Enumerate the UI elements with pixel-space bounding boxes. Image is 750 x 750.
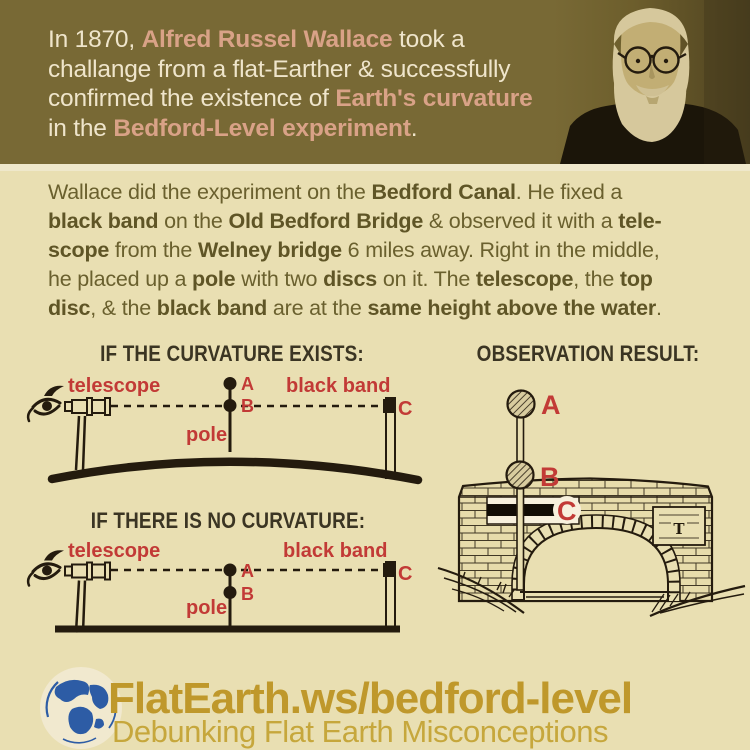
text-segment: Bedford-Level experiment xyxy=(113,114,411,142)
telescope-label: telescope xyxy=(68,375,161,397)
flat-diagram-title: IF THERE IS NO CURVATURE: xyxy=(90,508,366,533)
site-tagline: Debunking Flat Earth Misconceptions xyxy=(112,714,608,749)
text-segment: telescope xyxy=(475,267,574,291)
text-segment: scope xyxy=(48,238,110,262)
telescope-icon xyxy=(65,563,110,633)
text-segment: In 1870, xyxy=(48,26,142,53)
observation-title: OBSERVATION RESULT: xyxy=(476,341,700,366)
disc-b-label: B xyxy=(241,584,254,604)
telescope-icon xyxy=(65,398,110,470)
site-url[interactable]: FlatEarth.ws/bedford-level xyxy=(108,674,633,723)
band-c-label: C xyxy=(398,398,413,420)
wallace-portrait xyxy=(554,0,750,164)
text-segment: pole xyxy=(192,267,236,291)
pole-label: pole xyxy=(186,424,228,446)
text-segment: Old Bedford Bridge xyxy=(228,209,424,233)
bridge-plaque xyxy=(653,507,705,545)
telescope-label: telescope xyxy=(68,540,161,562)
text-segment: black band xyxy=(156,296,268,320)
text-segment: tele- xyxy=(618,209,662,233)
text-segment: , the xyxy=(573,267,620,291)
text-segment: on the xyxy=(158,209,229,233)
earth-curve xyxy=(52,462,418,480)
text-segment: Bedford Canal xyxy=(371,180,516,204)
eye-icon xyxy=(28,550,64,585)
black-band-label: black band xyxy=(283,540,388,562)
black-band-pole xyxy=(383,562,395,630)
header-divider xyxy=(0,164,750,171)
top-disc xyxy=(508,391,535,418)
observation-result-engraving xyxy=(430,360,750,632)
text-segment: on it. The xyxy=(377,267,476,291)
text-segment: challange from a flat-Earther & successfully xyxy=(48,55,511,83)
disc-a-label: A xyxy=(541,390,561,420)
arch-opening xyxy=(524,528,668,601)
text-segment: from the xyxy=(109,238,198,262)
text-segment: , & the xyxy=(90,296,157,320)
text-segment: top xyxy=(619,267,653,291)
text-segment: . xyxy=(410,114,418,142)
text-segment: 6 miles away. Right in the middle, xyxy=(341,238,660,262)
curved-diagram-title: IF THE CURVATURE EXISTS: xyxy=(100,341,364,366)
disc-a-label: A xyxy=(241,561,254,581)
black-band-pole xyxy=(383,398,395,478)
intro-text xyxy=(48,25,578,143)
experiment-description xyxy=(48,178,728,323)
plaque-letter: T xyxy=(673,520,685,538)
bottom-disc xyxy=(507,462,534,489)
text-segment: are at the xyxy=(267,296,368,320)
text-segment: . He fixed a xyxy=(515,180,623,204)
header-banner xyxy=(0,0,750,164)
flat-earth-diagram xyxy=(0,535,430,640)
band-c-label: C xyxy=(557,496,577,526)
disc-b-label: B xyxy=(540,462,560,492)
disc-a-label: A xyxy=(241,374,254,394)
text-segment: with two xyxy=(235,267,324,291)
text-segment: Earth's curvature xyxy=(335,85,533,112)
text-segment: he placed up a xyxy=(48,267,193,291)
text-segment: discs xyxy=(323,267,378,291)
text-segment: Alfred Russel Wallace xyxy=(141,26,393,53)
curved-earth-diagram xyxy=(0,360,430,488)
text-segment: took a xyxy=(392,26,465,53)
text-segment: & observed it with a xyxy=(423,209,619,233)
text-segment: black band xyxy=(48,209,159,233)
eye-icon xyxy=(28,386,64,421)
disc-b-label: B xyxy=(241,396,254,416)
text-segment: . xyxy=(656,296,662,320)
text-segment: Wallace did the experiment on the xyxy=(48,180,372,204)
text-segment: confirmed the existence of xyxy=(48,85,336,112)
text-segment: same height above the water xyxy=(367,296,656,320)
text-segment: disc xyxy=(48,296,91,320)
text-segment: Welney bridge xyxy=(197,238,342,262)
pole-label: pole xyxy=(186,597,228,619)
black-band-label: black band xyxy=(286,375,391,397)
text-segment: in the xyxy=(48,114,114,142)
band-c-label: C xyxy=(398,563,413,585)
